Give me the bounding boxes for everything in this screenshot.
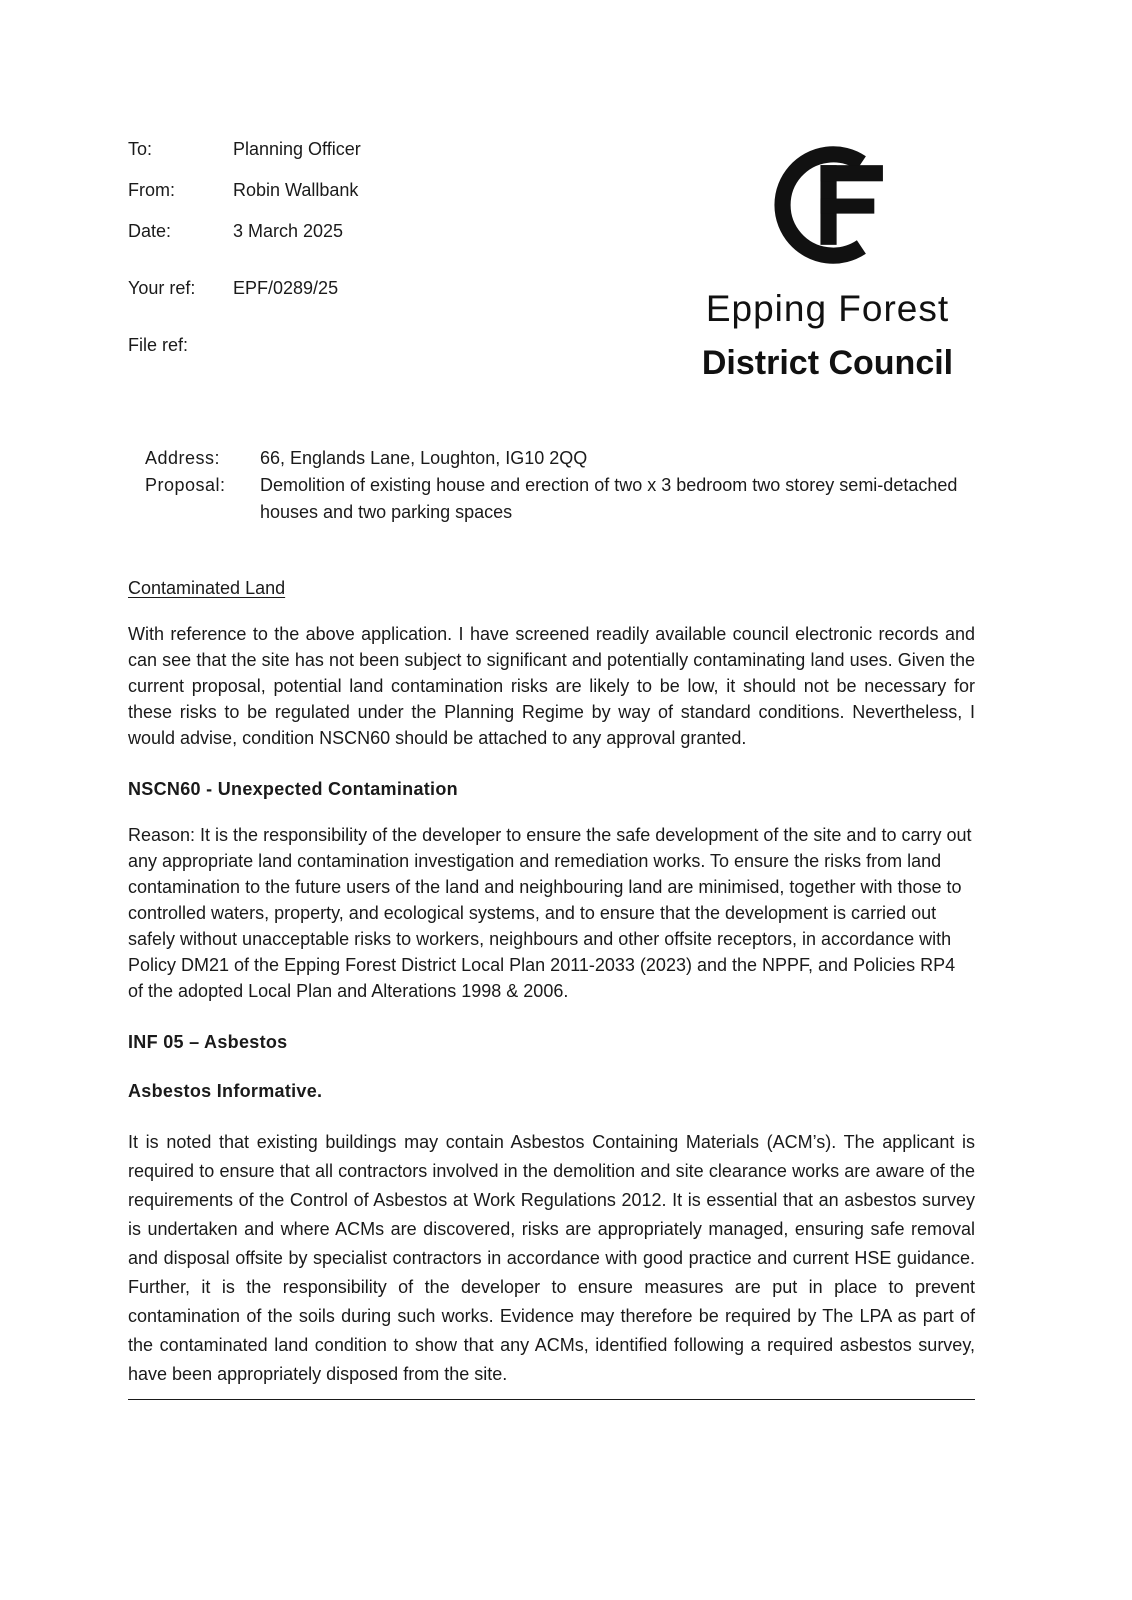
- site-details: [128, 445, 975, 526]
- section-heading-contaminated-land: Contaminated Land: [128, 578, 286, 598]
- to-value: Planning Officer: [233, 139, 361, 159]
- file-ref-label: File ref:: [128, 335, 189, 355]
- logo-text-epping-forest: Epping Forest: [705, 288, 950, 329]
- council-logo: [675, 135, 980, 383]
- address-row: [145, 445, 975, 472]
- date-label: Date:: [128, 221, 172, 241]
- paragraph-screening: With reference to the above application. I have screened readily available council electronic records and can see that the site has not been subject to significant and potentially contaminating land uses. Given the current proposal, potential land contamination risks are likely to be low, it should not be necessary for these risks to be regulated under the Planning Regime by way of standard conditions. Nevertheless, I would advise, condition NSCN60 should be attached to any approval granted.: [128, 624, 975, 748]
- your-ref-value: EPF/0289/25: [233, 278, 339, 298]
- logo-text-district-council: District Council: [701, 344, 954, 382]
- heading-nscn60: NSCN60 - Unexpected Contamination: [128, 779, 458, 799]
- file-ref-row: [128, 335, 361, 356]
- ef-monogram-icon: [758, 135, 898, 275]
- heading-asbestos-informative: Asbestos Informative.: [128, 1081, 323, 1101]
- from-row: [128, 180, 361, 201]
- proposal-row: [145, 472, 975, 526]
- date-row: [128, 221, 361, 242]
- footer-rule: [128, 1399, 975, 1400]
- from-value: Robin Wallbank: [233, 180, 359, 200]
- paragraph-reason: Reason: It is the responsibility of the developer to ensure the safe development of the site and to carry out any appropriate land contamination investigation and remediation works. To ensure the risks from land contamination to the future users of the land and neighbouring land are minimised, together with those to controlled waters, property, and ecological systems, and to ensure that the development is carried out safely without unacceptable risks to workers, neighbours and other offsite receptors, in accordance with Policy DM21 of the Epping Forest District Local Plan 2011-2033 (2023) and the NPPF, and Policies RP4 of the adopted Local Plan and Alterations 1998 & 2006.: [128, 825, 972, 1001]
- heading-inf05-asbestos: INF 05 – Asbestos: [128, 1032, 288, 1052]
- your-ref-row: [128, 278, 361, 299]
- proposal-label: Proposal:: [145, 475, 226, 495]
- your-ref-label: Your ref:: [128, 278, 196, 298]
- letter-body: [128, 578, 975, 1400]
- to-row: [128, 139, 361, 160]
- to-label: To:: [128, 139, 153, 159]
- proposal-value: Demolition of existing house and erection of two x 3 bedroom two storey semi-detached houses and two parking spaces: [260, 475, 958, 522]
- paragraph-asbestos: It is noted that existing buildings may contain Asbestos Containing Materials (ACM’s). The applicant is required to ensure that all contractors involved in the demolition and site clearance works are aware of the requirements of the Control of Asbestos at Work Regulations 2012. It is essential that an asbestos survey is undertaken and where ACMs are discovered, risks are appropriately managed, ensuring safe removal and disposal offsite by specialist contractors in accordance with good practice and current HSE guidance. Further, it is the responsibility of the developer to ensure measures are put in place to prevent contamination of the soils during such works. Evidence may therefore be required by The LPA as part of the contaminated land condition to show that any ACMs, identified following a required asbestos survey, have been appropriately disposed from the site.: [128, 1132, 975, 1384]
- from-label: From:: [128, 180, 175, 200]
- meta-fields: [128, 135, 361, 376]
- date-value: 3 March 2025: [233, 221, 344, 241]
- letter-header: [128, 135, 975, 383]
- address-label: Address:: [145, 448, 221, 468]
- address-value: 66, Englands Lane, Loughton, IG10 2QQ: [260, 448, 588, 468]
